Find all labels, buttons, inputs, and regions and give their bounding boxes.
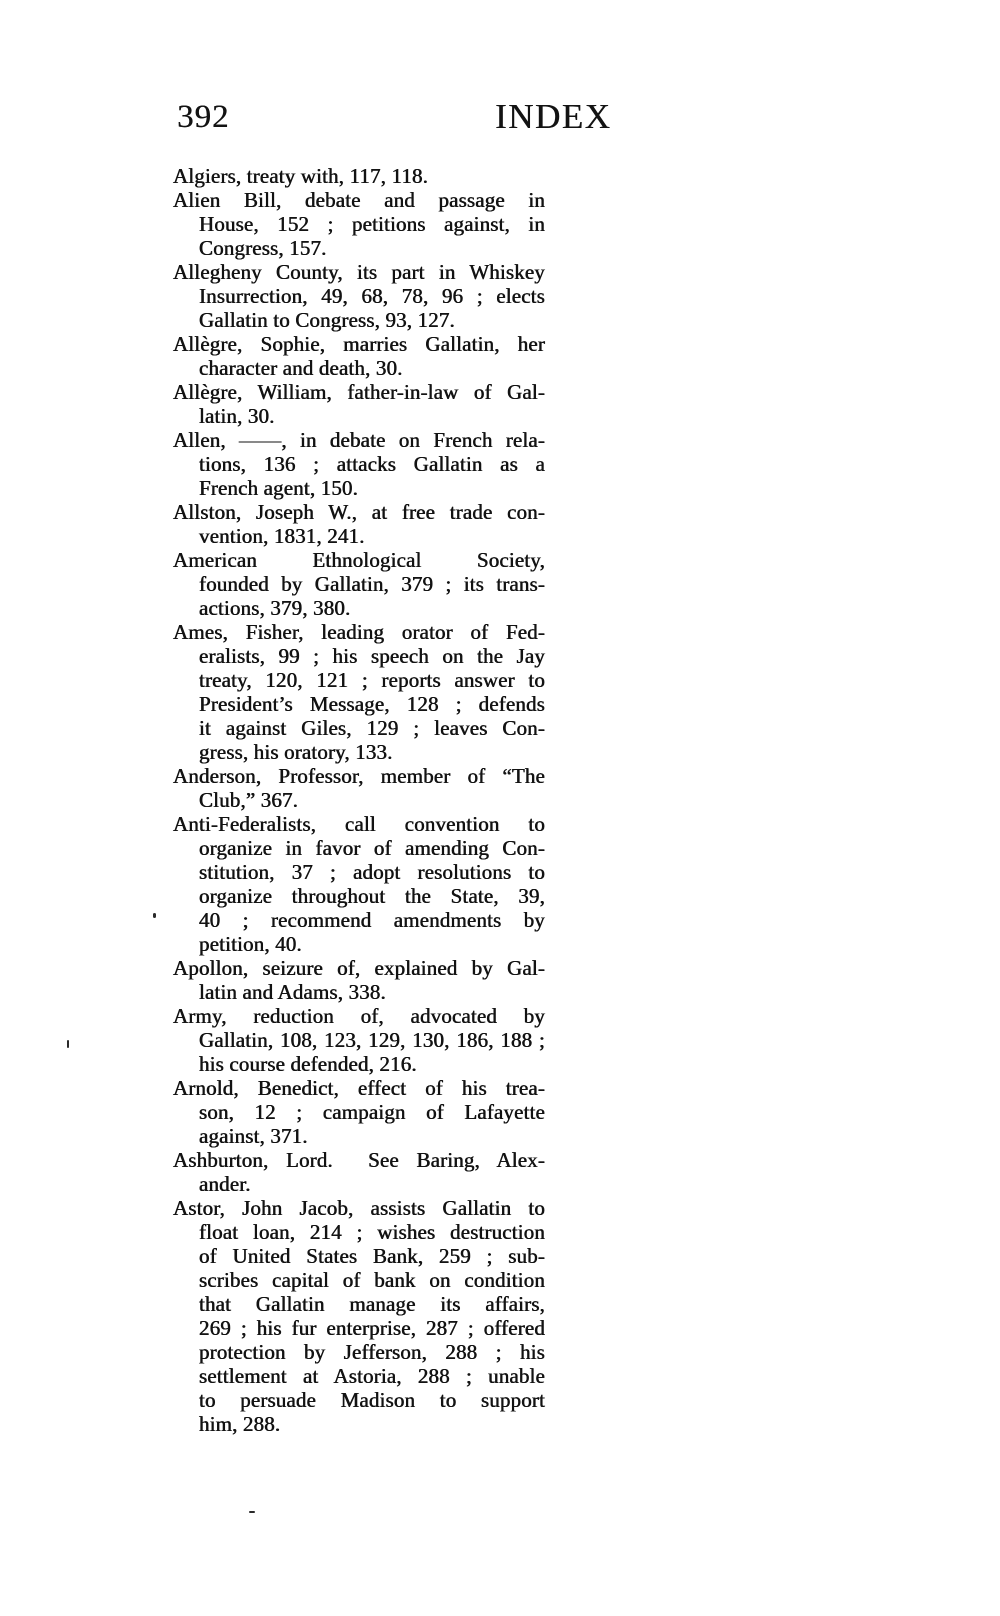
index-line: Allston, Joseph W., at free trade con- xyxy=(173,500,545,524)
index-line: protection by Jefferson, 288 ; his xyxy=(199,1340,545,1364)
index-column xyxy=(173,164,545,1436)
index-line: Army, reduction of, advocated by xyxy=(173,1004,545,1028)
index-line: Astor, John Jacob, assists Gallatin to xyxy=(173,1196,545,1220)
index-entry xyxy=(173,164,545,188)
index-line: House, 152 ; petitions against, in xyxy=(199,212,545,236)
index-line: Algiers, treaty with, 117, 118. xyxy=(173,164,429,188)
index-line: treaty, 120, 121 ; reports answer to xyxy=(199,668,545,692)
index-entry xyxy=(173,428,545,500)
index-line: eralists, 99 ; his speech on the Jay xyxy=(199,644,545,668)
index-line: President’s Message, 128 ; defends xyxy=(199,692,545,716)
index-line: latin and Adams, 338. xyxy=(199,980,386,1004)
index-line: Allègre, Sophie, marries Gallatin, her xyxy=(173,332,545,356)
index-entry xyxy=(173,188,545,260)
index-entry xyxy=(173,500,545,548)
index-line: him, 288. xyxy=(199,1412,281,1436)
index-line: Allegheny County, its part in Whiskey xyxy=(173,260,545,284)
index-line: petition, 40. xyxy=(199,932,302,956)
index-line: float loan, 214 ; wishes destruction xyxy=(199,1220,545,1244)
index-line: Gallatin to Congress, 93, 127. xyxy=(199,308,455,332)
index-line: that Gallatin manage its affairs, xyxy=(199,1292,545,1316)
index-line: Gallatin, 108, 123, 129, 130, 186, 188 ; xyxy=(199,1028,545,1052)
index-line: character and death, 30. xyxy=(199,356,403,380)
index-line: organize throughout the State, 39, xyxy=(199,884,545,908)
page-title: INDEX xyxy=(495,97,612,136)
index-entry xyxy=(173,764,545,812)
index-line: son, 12 ; campaign of Lafayette xyxy=(199,1100,545,1124)
index-line: founded by Gallatin, 379 ; its trans- xyxy=(199,572,545,596)
index-entry xyxy=(173,956,545,1004)
index-line: French agent, 150. xyxy=(199,476,358,500)
index-line: Insurrection, 49, 68, 78, 96 ; elects xyxy=(199,284,545,308)
index-entry xyxy=(173,812,545,956)
index-entry xyxy=(173,620,545,764)
index-entry xyxy=(173,380,545,428)
index-entry xyxy=(173,1196,545,1436)
index-line: it against Giles, 129 ; leaves Con- xyxy=(199,716,545,740)
index-line: Anderson, Professor, member of “The xyxy=(173,764,545,788)
index-line: Allen, ——, in debate on French rela- xyxy=(173,428,545,452)
index-line: Anti-Federalists, call convention to xyxy=(173,812,545,836)
index-line: against, 371. xyxy=(199,1124,308,1148)
index-line: Alien Bill, debate and passage in xyxy=(173,188,545,212)
index-line: gress, his oratory, 133. xyxy=(199,740,393,764)
index-entry xyxy=(173,1148,545,1196)
index-line: ander. xyxy=(199,1172,251,1196)
index-line: scribes capital of bank on condition xyxy=(199,1268,545,1292)
index-line: Congress, 157. xyxy=(199,236,327,260)
index-entry xyxy=(173,1076,545,1148)
scan-speck xyxy=(153,913,156,918)
index-line: 269 ; his fur enterprise, 287 ; offered xyxy=(199,1316,545,1340)
index-line: settlement at Astoria, 288 ; unable xyxy=(199,1364,545,1388)
index-line: Apollon, seizure of, explained by Gal- xyxy=(173,956,545,980)
index-entry xyxy=(173,332,545,380)
index-line: actions, 379, 380. xyxy=(199,596,351,620)
index-line: his course defended, 216. xyxy=(199,1052,417,1076)
index-line: stitution, 37 ; adopt resolutions to xyxy=(199,860,545,884)
index-line: of United States Bank, 259 ; sub- xyxy=(199,1244,545,1268)
index-entry xyxy=(173,1004,545,1076)
index-line: to persuade Madison to support xyxy=(199,1388,545,1412)
scan-speck xyxy=(67,1040,69,1048)
index-line: Arnold, Benedict, effect of his trea- xyxy=(173,1076,545,1100)
index-line: 40 ; recommend amendments by xyxy=(199,908,545,932)
index-line: Allègre, William, father-in-law of Gal- xyxy=(173,380,545,404)
index-line: Ames, Fisher, leading orator of Fed- xyxy=(173,620,545,644)
index-line: Ashburton, Lord. See Baring, Alex- xyxy=(173,1148,545,1172)
index-entry xyxy=(173,548,545,620)
index-line: vention, 1831, 241. xyxy=(199,524,365,548)
index-line: latin, 30. xyxy=(199,404,275,428)
index-line: Club,” 367. xyxy=(199,788,299,812)
index-entry xyxy=(173,260,545,332)
index-line: American Ethnological Society, xyxy=(173,548,545,572)
index-line: organize in favor of amending Con- xyxy=(199,836,545,860)
scan-speck xyxy=(249,1511,255,1513)
page-number: 392 xyxy=(177,99,230,135)
index-line: tions, 136 ; attacks Gallatin as a xyxy=(199,452,545,476)
